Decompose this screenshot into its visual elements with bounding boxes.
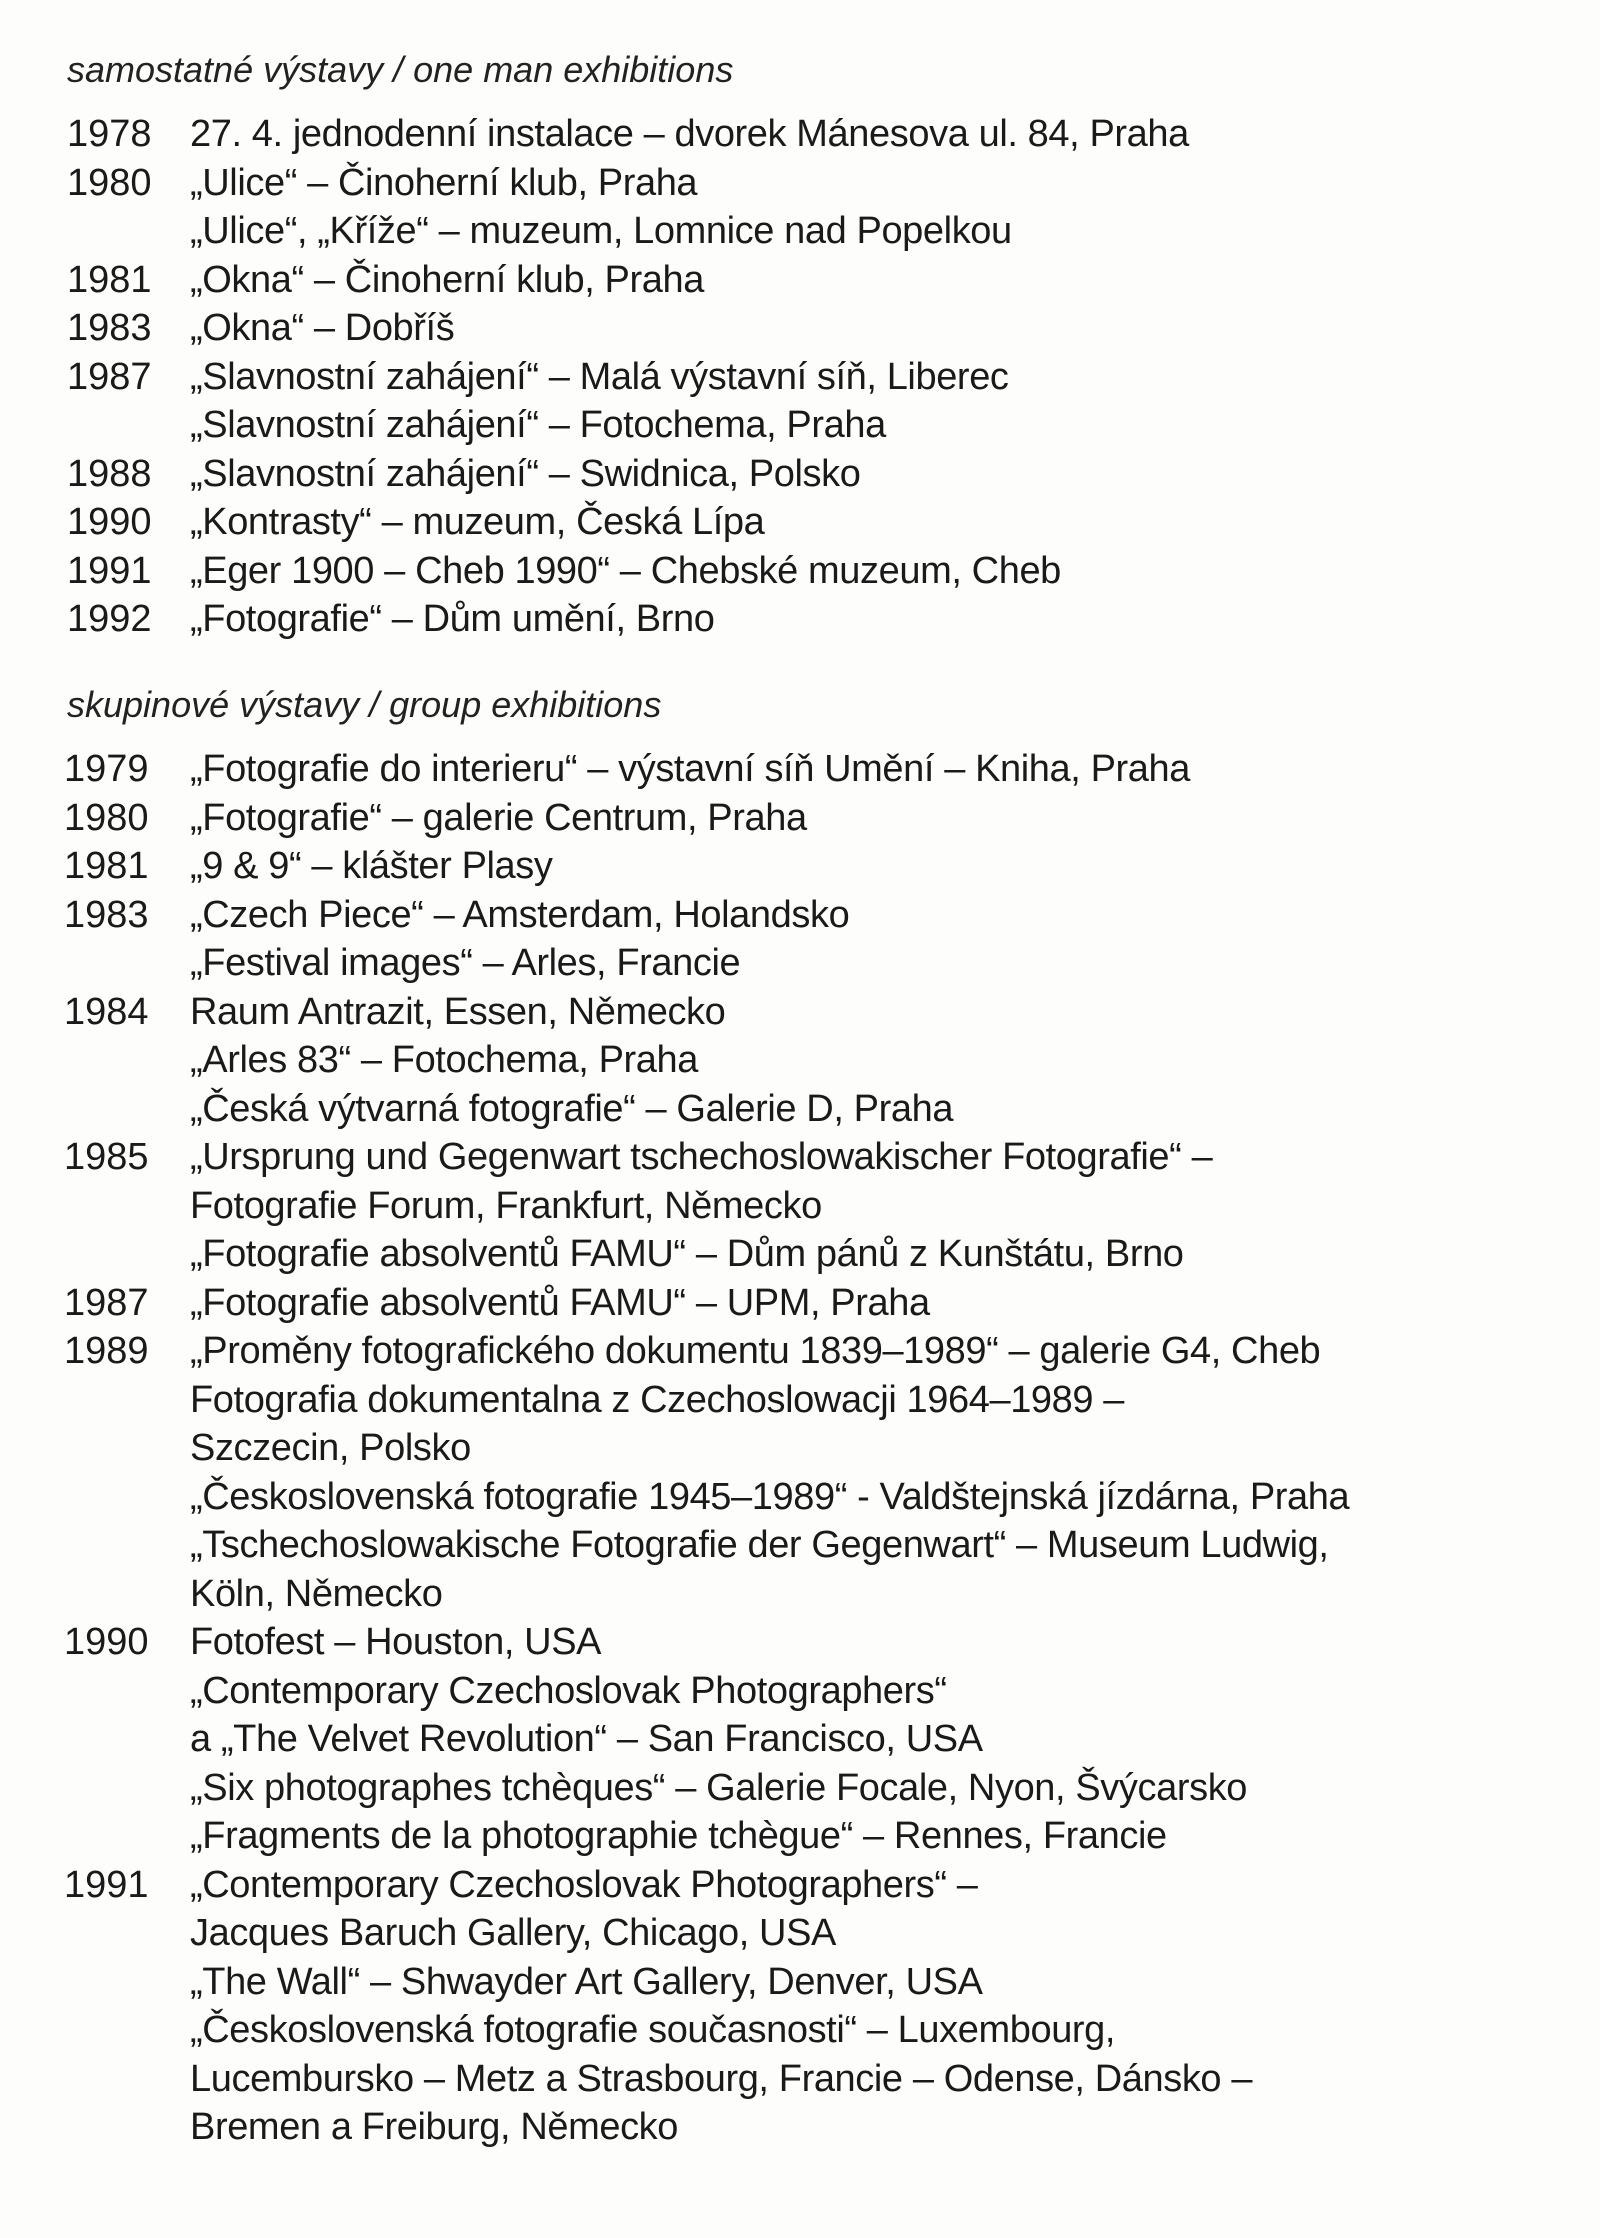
exhibition-entry xyxy=(0,2055,1349,2104)
exhibition-entry xyxy=(0,547,1189,596)
entry-year: 1979 xyxy=(64,748,149,790)
entry-text: Raum Antrazit, Essen, Německo xyxy=(190,990,726,1033)
entry-year xyxy=(0,1182,190,1231)
exhibition-entry xyxy=(0,1279,1349,1328)
entry-year xyxy=(0,1570,190,1619)
entry-year: 1980 xyxy=(64,796,149,839)
entry-text: „Slavnostní zahájení“ – Fotochema, Praha xyxy=(190,404,886,446)
solo-exhibitions-heading: samostatné výstavy / one man exhibitions xyxy=(67,49,734,90)
entry-year: 1987 xyxy=(64,1281,149,1324)
entry-year xyxy=(0,1473,190,1522)
entry-text: „Fragments de la photographie tchègue“ – Rennes, Francie xyxy=(190,1815,1167,1857)
exhibition-entry xyxy=(0,1230,1349,1279)
entry-year xyxy=(0,1667,190,1716)
entry-text: „Fotografie“ – Dům umění, Brno xyxy=(190,598,715,640)
entry-text: „Tschechoslowakische Fotografie der Gegenwart“ – Museum Ludwig, xyxy=(190,1524,1329,1566)
exhibition-entry xyxy=(0,498,1189,547)
exhibition-entry xyxy=(0,256,1189,305)
entry-year xyxy=(0,401,190,450)
solo-exhibitions-list xyxy=(0,110,1189,644)
entry-year xyxy=(0,1909,190,1958)
exhibition-entry xyxy=(0,1618,1349,1667)
exhibition-entry xyxy=(0,1861,1349,1910)
entry-text: 27. 4. jednodenní instalace – dvorek Mánesova ul. 84, Praha xyxy=(190,113,1189,155)
exhibition-entry xyxy=(0,1764,1349,1813)
exhibition-entry xyxy=(0,1473,1349,1522)
entry-year: 1990 xyxy=(64,1621,149,1663)
entry-text: „Czech Piece“ – Amsterdam, Holandsko xyxy=(190,893,850,936)
exhibition-entry xyxy=(0,1909,1349,1958)
entry-text: „Arles 83“ – Fotochema, Praha xyxy=(190,1039,698,1081)
entry-text: „Fotografie do interieru“ – výstavní síň Umění – Kniha, Praha xyxy=(190,748,1190,790)
exhibition-entry xyxy=(0,1085,1349,1134)
entry-text: Szczecin, Polsko xyxy=(190,1427,471,1469)
entry-text: „Kontrasty“ – muzeum, Česká Lípa xyxy=(190,501,765,543)
entry-year xyxy=(0,1764,190,1813)
entry-text: „Proměny fotografického dokumentu 1839–1989“ – galerie G4, Cheb xyxy=(190,1330,1321,1372)
exhibition-entry xyxy=(0,159,1189,208)
group-exhibitions-list xyxy=(0,745,1349,2152)
entry-text: „The Wall“ – Shwayder Art Gallery, Denver, USA xyxy=(190,1960,983,2003)
entry-year: 1983 xyxy=(64,893,149,936)
exhibition-entry xyxy=(0,2103,1349,2152)
entry-text: „Fotografie“ – galerie Centrum, Praha xyxy=(190,796,807,839)
entry-year: 1991 xyxy=(67,549,152,592)
entry-year: 1980 xyxy=(67,161,152,204)
entry-text: a „The Velvet Revolution“ – San Francisco, USA xyxy=(190,1718,983,1760)
exhibition-entry xyxy=(0,110,1189,159)
entry-year xyxy=(0,207,190,256)
entry-text: Köln, Německo xyxy=(190,1572,443,1615)
exhibition-entry xyxy=(0,1327,1349,1376)
entry-text: „Eger 1900 – Cheb 1990“ – Chebské muzeum, Cheb xyxy=(190,549,1061,592)
entry-text: „Okna“ – Dobříš xyxy=(190,307,455,349)
exhibition-entry xyxy=(0,595,1189,644)
entry-text: „Festival images“ – Arles, Francie xyxy=(190,942,741,984)
entry-text: „Fotografie absolventů FAMU“ – UPM, Praha xyxy=(190,1281,930,1324)
entry-year xyxy=(0,1812,190,1861)
entry-text: „Ulice“ – Činoherní klub, Praha xyxy=(190,161,698,204)
entry-year xyxy=(0,2055,190,2104)
exhibition-entry xyxy=(0,1667,1349,1716)
exhibition-entry xyxy=(0,842,1349,891)
entry-year xyxy=(0,2103,190,2152)
entry-year: 1985 xyxy=(64,1136,149,1178)
entry-text: „Contemporary Czechoslovak Photographers“ xyxy=(190,1669,947,1712)
entry-text: „Contemporary Czechoslovak Photographers“ – xyxy=(190,1863,978,1906)
entry-text: Fotofest – Houston, USA xyxy=(190,1621,602,1663)
entry-year: 1991 xyxy=(64,1863,149,1906)
exhibition-entry xyxy=(0,794,1349,843)
exhibition-entry xyxy=(0,1715,1349,1764)
entry-year xyxy=(0,1424,190,1473)
exhibition-entry xyxy=(0,1424,1349,1473)
exhibition-entry xyxy=(0,1812,1349,1861)
entry-year xyxy=(0,1715,190,1764)
entry-year xyxy=(0,1085,190,1134)
entry-text: Lucembursko – Metz a Strasbourg, Francie – Odense, Dánsko – xyxy=(190,2057,1253,2100)
exhibition-entry xyxy=(0,1133,1349,1182)
exhibition-entry xyxy=(0,891,1349,940)
exhibition-entry xyxy=(0,207,1189,256)
entry-year xyxy=(0,1521,190,1570)
exhibition-entry xyxy=(0,1521,1349,1570)
exhibition-entry xyxy=(0,304,1189,353)
entry-text: „9 & 9“ – klášter Plasy xyxy=(190,845,553,887)
exhibition-entry xyxy=(0,1570,1349,1619)
entry-year xyxy=(0,1230,190,1279)
entry-year xyxy=(0,1958,190,2007)
entry-text: Jacques Baruch Gallery, Chicago, USA xyxy=(190,1912,836,1954)
exhibition-entry xyxy=(0,353,1189,402)
exhibition-entry xyxy=(0,450,1189,499)
exhibition-entry xyxy=(0,401,1189,450)
exhibition-entry xyxy=(0,939,1349,988)
exhibition-entry xyxy=(0,988,1349,1037)
entry-text: „Okna“ – Činoherní klub, Praha xyxy=(190,258,704,301)
exhibition-entry xyxy=(0,745,1349,794)
entry-text: „Slavnostní zahájení“ – Swidnica, Polsko xyxy=(190,452,861,495)
exhibition-entry xyxy=(0,1182,1349,1231)
entry-text: Fotografia dokumentalna z Czechoslowacji 1964–1989 – xyxy=(190,1378,1125,1421)
entry-year xyxy=(0,2006,190,2055)
entry-text: „Ulice“, „Kříže“ – muzeum, Lomnice nad Popelkou xyxy=(190,210,1012,252)
entry-year xyxy=(0,939,190,988)
entry-year: 1978 xyxy=(67,113,152,155)
entry-text: „Fotografie absolventů FAMU“ – Dům pánů z Kunštátu, Brno xyxy=(190,1233,1184,1275)
entry-text: „Six photographes tchèques“ – Galerie Focale, Nyon, Švýcarsko xyxy=(190,1766,1248,1809)
exhibition-entry xyxy=(0,1036,1349,1085)
entry-text: „Česká výtvarná fotografie“ – Galerie D, Praha xyxy=(190,1087,954,1130)
entry-year: 1981 xyxy=(64,845,149,887)
group-exhibitions-heading: skupinové výstavy / group exhibitions xyxy=(67,684,662,725)
entry-text: „Československá fotografie 1945–1989“ - Valdštejnská jízdárna, Praha xyxy=(190,1475,1350,1518)
entry-year: 1989 xyxy=(64,1330,149,1372)
entry-year: 1988 xyxy=(67,452,152,495)
entry-year: 1983 xyxy=(67,307,152,349)
exhibition-entry xyxy=(0,2006,1349,2055)
entry-text: Fotografie Forum, Frankfurt, Německo xyxy=(190,1184,822,1227)
entry-year: 1990 xyxy=(67,501,152,543)
entry-text: „Ursprung und Gegenwart tschechoslowakischer Fotografie“ – xyxy=(190,1136,1213,1178)
entry-year: 1981 xyxy=(67,258,152,301)
entry-text: „Slavnostní zahájení“ – Malá výstavní síň, Liberec xyxy=(190,355,1009,398)
entry-year xyxy=(0,1376,190,1425)
entry-year: 1984 xyxy=(64,990,149,1033)
exhibition-entry xyxy=(0,1376,1349,1425)
entry-year: 1987 xyxy=(67,355,152,398)
exhibition-entry xyxy=(0,1958,1349,2007)
entry-year xyxy=(0,1036,190,1085)
entry-year: 1992 xyxy=(67,598,152,640)
entry-text: „Československá fotografie současnosti“ – Luxembourg, xyxy=(190,2009,1116,2051)
entry-text: Bremen a Freiburg, Německo xyxy=(190,2106,679,2148)
